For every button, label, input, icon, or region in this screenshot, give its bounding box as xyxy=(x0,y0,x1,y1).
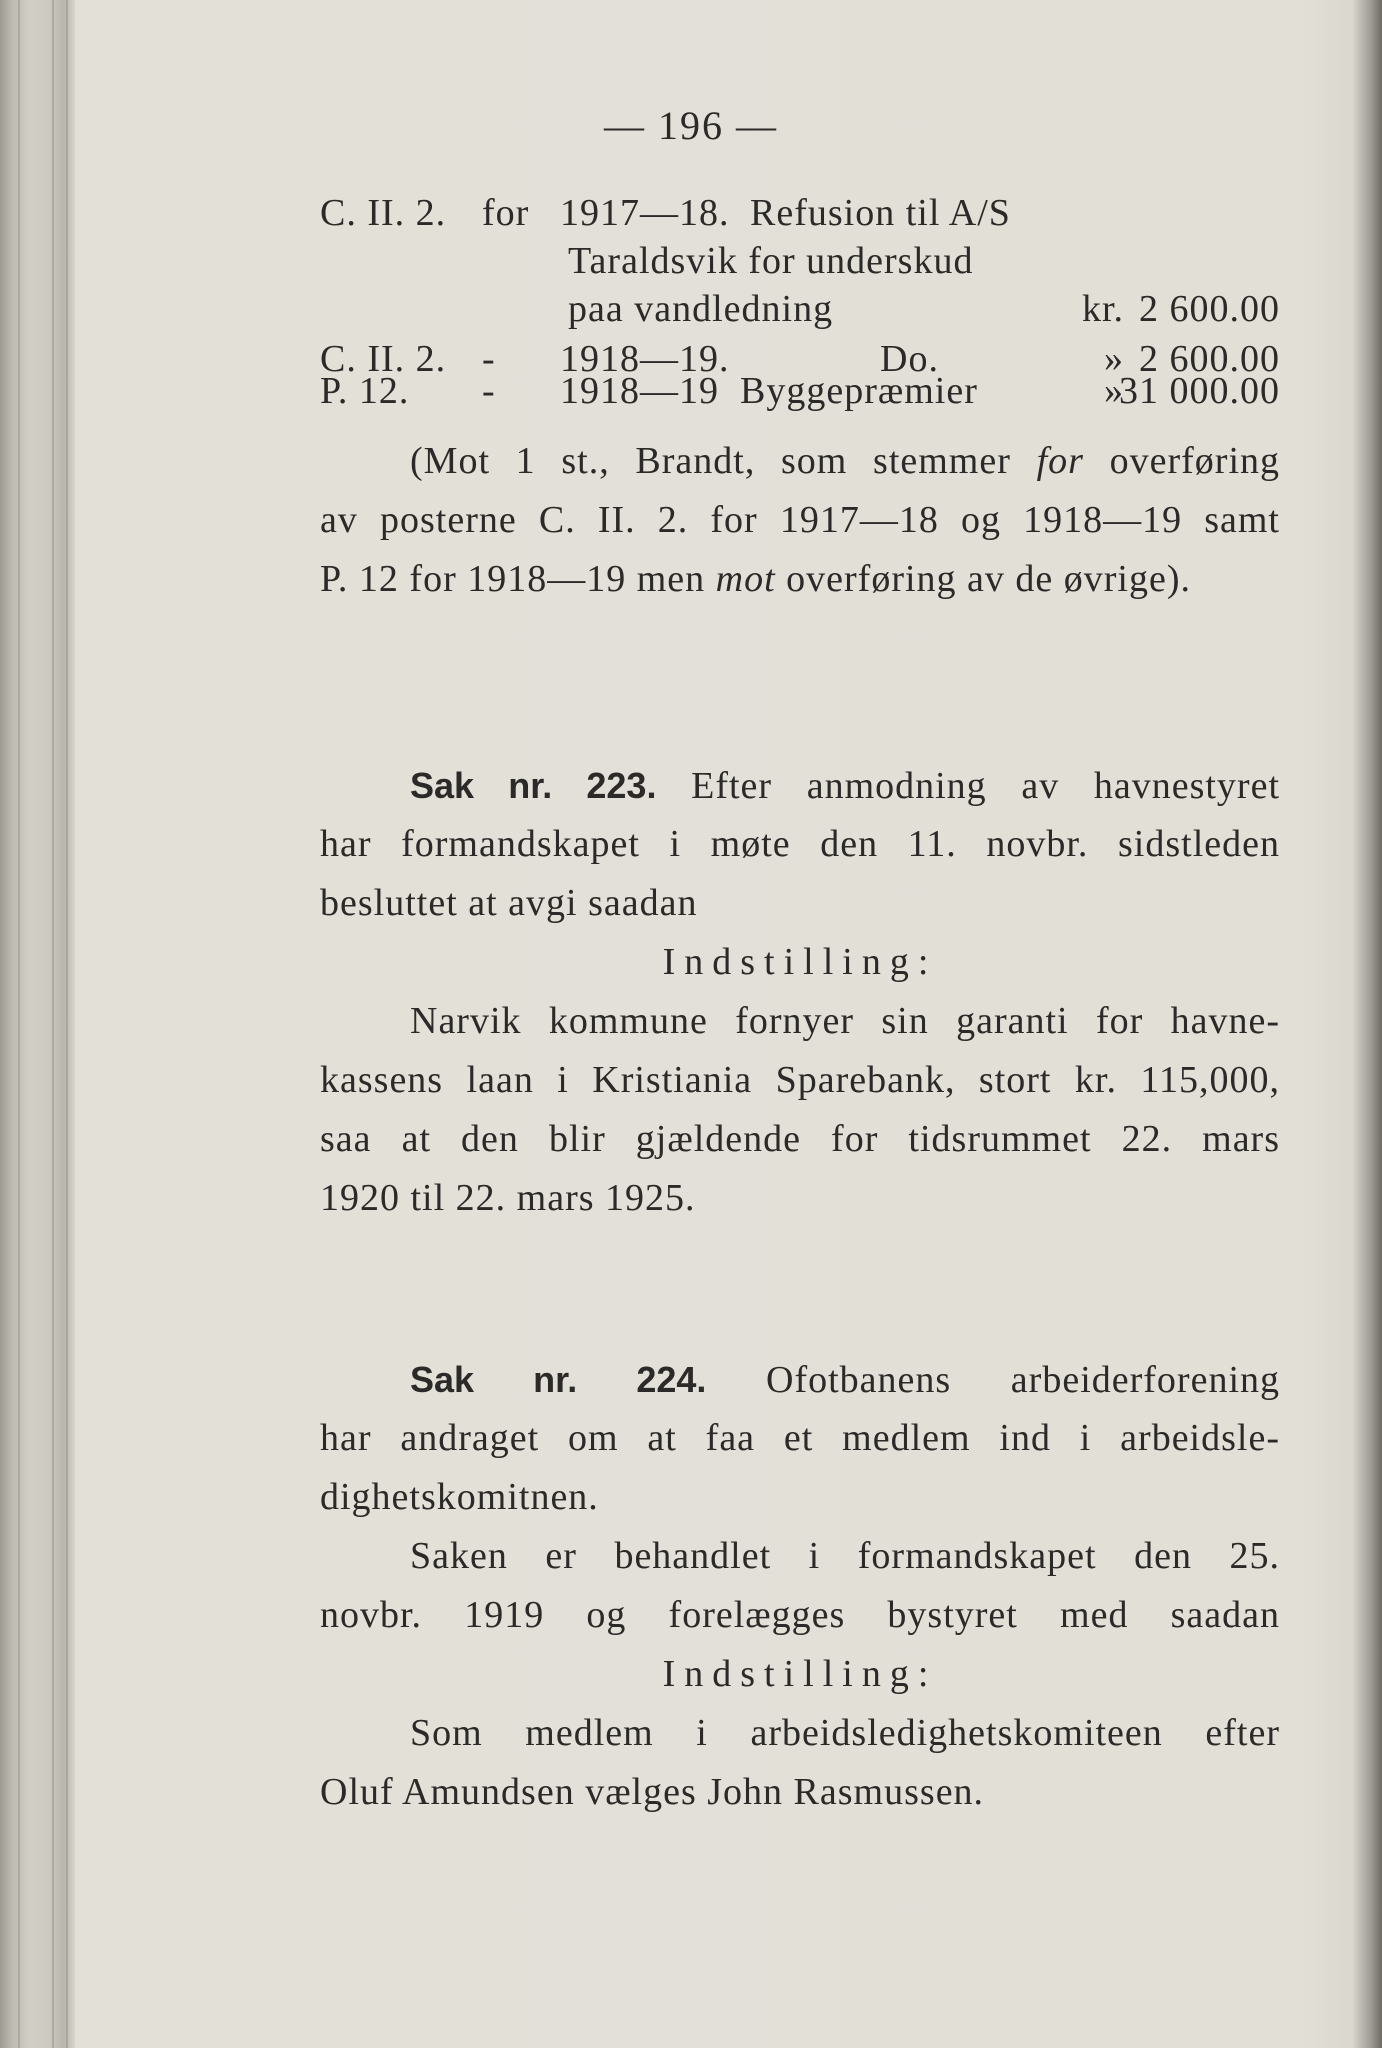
vote-note-line: av posterne C. II. 2. for 1917—18 og 1918—19 samt xyxy=(320,499,1280,541)
ledger-description: paa vandledning xyxy=(568,288,834,330)
case-text-line: Saken er behandlet i formandskapet den 25. xyxy=(410,1535,1280,1577)
vote-note-text: P. 12 for 1918—19 men xyxy=(320,558,706,600)
case-text-line: novbr. 1919 og forelægges bystyret med saadan xyxy=(320,1594,1280,1636)
case-heading: Sak nr. 223. xyxy=(410,765,657,806)
vote-note-line xyxy=(320,432,1280,491)
ledger-period: 1917—18. xyxy=(560,192,730,234)
case-224 xyxy=(320,1350,1280,1822)
emphasis-mot: mot xyxy=(715,558,776,600)
emphasis-for: for xyxy=(1036,440,1084,482)
account-code: C. II. 2. xyxy=(320,192,447,234)
case-text-line: har formandskapet i møte den 11. novbr. sidstleden xyxy=(320,823,1280,865)
recommendation-heading: Indstilling: xyxy=(662,941,938,983)
vote-note-text: overføring av de øvrige). xyxy=(786,558,1192,600)
vote-note xyxy=(320,432,1280,609)
ledger-description: Byggepræmier xyxy=(740,370,978,412)
recommendation-line: 1920 til 22. mars 1925. xyxy=(320,1177,696,1219)
recommendation-line: Oluf Amundsen vælges John Rasmussen. xyxy=(320,1771,985,1813)
spine-edge-line xyxy=(66,0,68,2048)
account-code: P. 12. xyxy=(320,370,410,412)
case-text: Efter anmodning av havnestyret xyxy=(691,765,1281,807)
spine-edge-line xyxy=(52,0,54,2048)
ledger-prefix: - xyxy=(482,338,496,380)
case-223 xyxy=(320,756,1280,1228)
vote-note-text: overføring xyxy=(1109,440,1281,482)
recommendation-line: Narvik kommune fornyer sin garanti for havne- xyxy=(410,1000,1280,1042)
recommendation-line: kassens laan i Kristiania Sparebank, stort kr. 115,000, xyxy=(320,1059,1280,1101)
page-shadow xyxy=(1352,0,1382,2048)
case-223-opening xyxy=(320,756,1280,815)
recommendation-line: Som medlem i arbeidsledighetskomiteen efter xyxy=(410,1712,1280,1754)
vote-note-line xyxy=(320,550,1280,609)
ledger-row xyxy=(320,362,1280,421)
ledger-currency: » xyxy=(1104,338,1124,380)
ledger-description: Do. xyxy=(880,338,939,380)
ledger-prefix: - xyxy=(482,370,496,412)
ledger-prefix: for xyxy=(482,192,530,234)
account-code: C. II. 2. xyxy=(320,338,447,380)
book-spine xyxy=(0,0,75,2048)
ledger-currency: » xyxy=(1104,370,1124,412)
ledger-amount: 31 000.00 xyxy=(1119,370,1280,412)
case-224-opening xyxy=(320,1350,1280,1409)
ledger-amount: 2 600.00 xyxy=(1139,338,1280,380)
case-heading: Sak nr. 224. xyxy=(410,1359,707,1400)
case-text: Ofotbanens arbeiderforening xyxy=(766,1359,1281,1401)
page-number: — 196 — xyxy=(604,103,778,148)
recommendation-line: saa at den blir gjældende for tidsrummet 22. mars xyxy=(320,1118,1280,1160)
ledger-period: 1918—19. xyxy=(560,338,730,380)
case-text-line: besluttet at avgi saadan xyxy=(320,882,698,924)
vote-note-text: (Mot 1 st., Brandt, som stemmer xyxy=(410,440,1011,482)
ledger-description: Refusion til A/S xyxy=(750,192,1011,234)
ledger-amount: 2 600.00 xyxy=(1139,288,1280,330)
spine-edge-line xyxy=(18,0,20,2048)
case-text-line: har andraget om at faa et medlem ind i arbeidsle- xyxy=(320,1417,1280,1459)
ledger-currency: kr. xyxy=(1081,288,1124,330)
case-text-line: dighetskomitnen. xyxy=(320,1476,599,1518)
recommendation-heading: Indstilling: xyxy=(662,1653,938,1695)
ledger-period: 1918—19 xyxy=(560,370,719,412)
ledger-description: Taraldsvik for underskud xyxy=(568,240,974,282)
